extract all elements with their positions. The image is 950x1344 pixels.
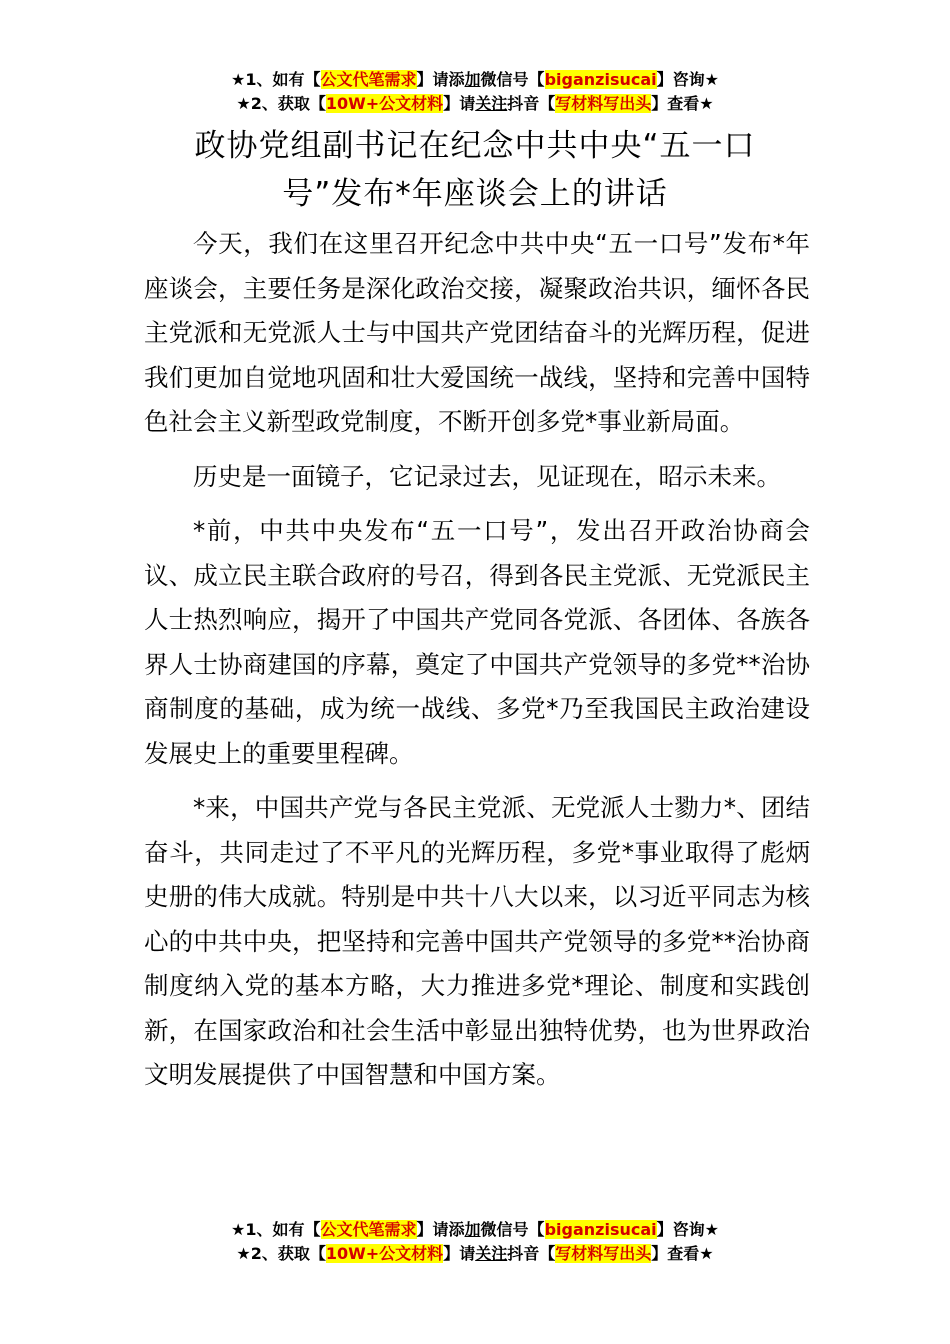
promo-text: ★1、如有【 bbox=[231, 70, 321, 89]
document-body bbox=[144, 222, 810, 1108]
title-line-1: 政协党组副书记在纪念中共中央“五一口 bbox=[194, 128, 756, 164]
promo-text: 抖音【 bbox=[507, 94, 556, 113]
document-title bbox=[140, 122, 810, 218]
promo-text: 】请 bbox=[443, 94, 476, 113]
promo-line-1 bbox=[0, 1218, 950, 1242]
promo-text: 】咨询★ bbox=[656, 1220, 719, 1239]
promo-highlight: 10W+公文材料 bbox=[325, 1244, 444, 1263]
footer-promo-banner bbox=[0, 1218, 950, 1266]
promo-underlined-text: 加 bbox=[464, 1220, 481, 1239]
promo-text: 抖音【 bbox=[507, 1244, 556, 1263]
promo-underlined-text: 关注 bbox=[475, 1244, 508, 1263]
title-line-2: 号”发布*年座谈会上的讲话 bbox=[282, 176, 668, 212]
body-paragraph: *来，中国共产党与各民主党派、无党派人士勠力*、团结奋斗，共同走过了不平凡的光辉历程，多党*事业取得了彪炳史册的伟大成就。特别是中共十八大以来，以习近平同志为核心的中共中央，把坚持和完善中国共产党领导的多党**治协商制度纳入党的基本方略，大力推进多党*理论、制度和实践创新，在国家政治和社会生活中彰显出独特优势，也为世界政治文明发展提供了中国智慧和中国方案。 bbox=[144, 793, 810, 1089]
promo-text: 微信号【 bbox=[480, 70, 545, 89]
promo-text: 】咨询★ bbox=[656, 70, 719, 89]
promo-text: ★1、如有【 bbox=[231, 1220, 321, 1239]
promo-text: 】请 bbox=[443, 1244, 476, 1263]
body-paragraph: 今天，我们在这里召开纪念中共中央“五一口号”发布*年座谈会，主要任务是深化政治交接，凝聚政治共识，缅怀各民主党派和无党派人士与中国共产党团结奋斗的光辉历程，促进我们更加自觉地巩固和壮大爱国统一战线，坚持和完善中国特色社会主义新型政党制度，不断开创多党*事业新局面。 bbox=[144, 229, 810, 436]
promo-text: 】请添 bbox=[416, 1220, 465, 1239]
promo-wechat-id: biganzisucai bbox=[544, 70, 657, 89]
promo-text: 】请添 bbox=[416, 70, 465, 89]
promo-text: ★2、获取【 bbox=[236, 94, 326, 113]
promo-highlight: 10W+公文材料 bbox=[325, 94, 444, 113]
promo-text: 微信号【 bbox=[480, 1220, 545, 1239]
promo-douyin-name: 写材料写出头 bbox=[555, 94, 652, 113]
body-paragraph: 历史是一面镜子，它记录过去，见证现在，昭示未来。 bbox=[193, 461, 781, 491]
promo-highlight: 公文代笔需求 bbox=[320, 1220, 417, 1239]
promo-underlined-text: 关注 bbox=[475, 94, 508, 113]
header-promo-banner bbox=[0, 68, 950, 116]
promo-underlined-text: 加 bbox=[464, 70, 481, 89]
body-paragraph: *前，中共中央发布“五一口号”，发出召开政治协商会议、成立民主联合政府的号召，得到各民主党派、无党派民主人士热烈响应，揭开了中国共产党同各党派、各团体、各族各界人士协商建国的序幕，奠定了中国共产党领导的多党**治协商制度的基础，成为统一战线、多党*乃至我国民主政治建设发展史上的重要里程碑。 bbox=[144, 516, 810, 768]
promo-text: ★2、获取【 bbox=[236, 1244, 326, 1263]
promo-text: 】查看★ bbox=[651, 94, 714, 113]
promo-line-1 bbox=[0, 68, 950, 92]
promo-wechat-id: biganzisucai bbox=[544, 1220, 657, 1239]
promo-text: 】查看★ bbox=[651, 1244, 714, 1263]
promo-line-2 bbox=[0, 1242, 950, 1266]
promo-highlight: 公文代笔需求 bbox=[320, 70, 417, 89]
promo-douyin-name: 写材料写出头 bbox=[555, 1244, 652, 1263]
promo-line-2 bbox=[0, 92, 950, 116]
